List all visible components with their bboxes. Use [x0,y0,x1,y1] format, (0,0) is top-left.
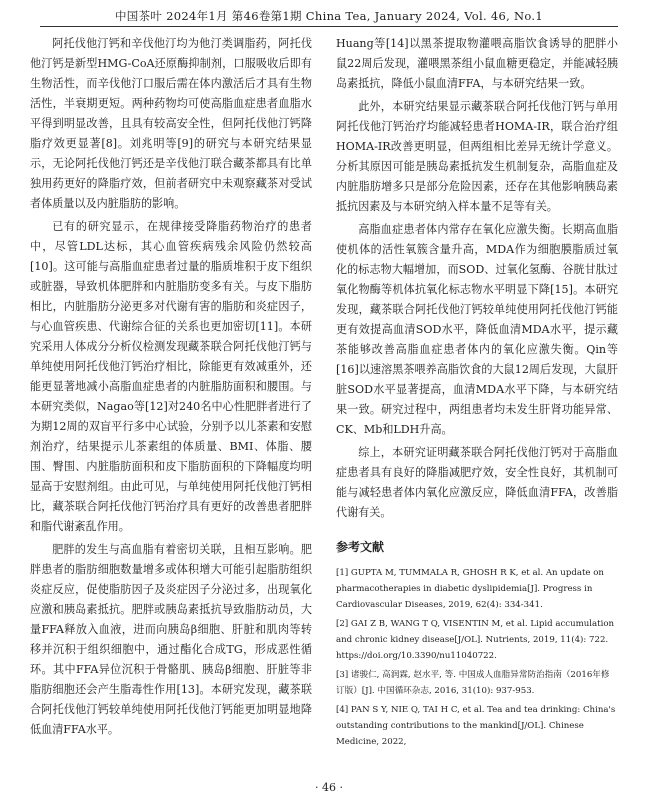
right-column [336,34,618,753]
body-paragraph: 此外，本研究结果显示藏茶联合阿托伐他汀钙与单用阿托伐他汀钙治疗均能减轻患者HOMA-IR，联合治疗组HOMA-IR改善更明显，但两组相比差异无统计学意义。分析其原因可能是胰岛素抵抗发生机制复杂，高脂血症及内脏脂肪增多只是部分危险因素，还存在其他影响胰岛素抵抗因素及与本研究纳入样本量不足等有关。 [336,100,618,213]
body-paragraph: 高脂血症患者体内常存在氧化应激失衡。长期高血脂使机体的活性氧簇含量升高，MDA作为细胞膜脂质过氧化的标志物大幅增加，而SOD、过氧化氢酶、谷胱甘肽过氧化物酶等机体抗氧化标志物水平明显下降[15]。本研究发现，藏茶联合阿托伐他汀钙较单纯使用阿托伐他汀钙能更有效提高血清SOD水平，降低血清MDA水平，提示藏茶能够改善高脂血症患者体内的氧化应激失衡。Qin等[16]以速溶黑茶喂养高脂饮食的大鼠12周后发现，大鼠肝脏SOD水平显著提高，血清MDA水平下降，与本研究结果一致。研究过程中，两组患者均未发生肝肾功能异常、CK、Mb和LDH升高。 [336,223,618,436]
body-paragraph: 阿托伐他汀钙和辛伐他汀均为他汀类调脂药，阿托伐他汀钙是新型HMG-CoA还原酶抑制剂，口服吸收后即有生物活性，而辛伐他汀口服后需在体内激活后才具有生物活性，半衰期更短。两种药物均可使高脂血症患者血脂水平得到明显改善，且具有较高安全性，但阿托伐他汀钙降脂疗效更显著[8]。刘兆明等[9]的研究与本研究结果显示，无论阿托伐他汀钙还是辛伐他汀联合藏茶都具有比单独用药更好的降脂疗效，但前者研究中未观察藏茶对受试者体质量以及内脏脂肪的影响。 [30,37,312,210]
body-paragraph: 已有的研究显示，在规律接受降脂药物治疗的患者中，尽管LDL达标，其心血管疾病残余风险仍然较高[10]。这可能与高脂血症患者过量的脂质堆积于皮下组织或脏器，导致机体肥胖和内脏脂肪变多有关。与皮下脂肪相比，内脏脂肪分泌更多对代谢有害的脂肪和炎症因子，与心血管疾患、代谢综合征的关系也更加密切[11]。本研究采用人体成分分析仪检测发现藏茶联合阿托伐他汀钙与单纯使用阿托伐他汀钙治疗相比，除能更有效减重外，还能更显著地减小高脂血症患者的内脏脂肪面积和腰围。与本研究类似，Nagao等[12]对240名中心性肥胖者进行了为期12周的双盲平行多中心试验，分别予以儿茶素和安慰剂治疗，结果提示儿茶素组的体质量、BMI、体脂、腰围、臀围、内脏脂肪面积和皮下脂肪面积的下降幅度均明显高于安慰剂组。由此可见，与单纯使用阿托伐他汀钙相比，藏茶联合阿托伐他汀钙治疗具有更好的改善患者肥胖和脂代谢紊乱作用。 [30,220,312,533]
header-rule [40,26,618,27]
reference-item: [4] PAN S Y, NIE Q, TAI H C, et al. Tea and tea drinking: China's outstanding contributions to the mankind[J/OL]. Chinese Medicine, 2022, [336,705,616,747]
running-header: 中国茶叶 2024年1月 第46卷第1期 China Tea, January 2024, Vol. 46, No.1 [115,9,543,23]
body-paragraph: Huang等[14]以黑茶提取物灌喂高脂饮食诱导的肥胖小鼠22周后发现，灌喂黑茶组小鼠血糖更稳定，并能减轻胰岛素抵抗，降低小鼠血清FFA，与本研究结果一致。 [336,37,618,90]
references-heading: 参考文献 [336,540,385,554]
reference-item: [3] 诸骏仁, 高润霖, 赵水平, 等. 中国成人血脂异常防治指南（2016年修订版）[J]. 中国循环杂志, 2016, 31(10): 937-953. [336,670,610,696]
left-column [30,34,312,743]
body-paragraph: 肥胖的发生与高血脂有着密切关联，且相互影响。肥胖患者的脂肪细胞数量增多或体积增大可能引起脂肪组织炎症反应，促使脂肪因子及炎症因子分泌过多，出现氧化应激和胰岛素抵抗。肥胖或胰岛素抵抗导致脂肪动员，大量FFA释放入血液，进而向胰岛β细胞、肝脏和肌肉等转移并沉积于组织细胞中，通过酯化合成TG，形成恶性循环。其中FFA异位沉积于骨骼肌、胰岛β细胞、肝脏等非脂肪细胞还会产生脂毒性作用[13]。本研究发现，藏茶联合阿托伐他汀钙较单纯使用阿托伐他汀钙能更加明显地降低血清FFA水平。 [30,543,312,736]
reference-list [336,565,618,750]
body-paragraph: 综上，本研究证明藏茶联合阿托伐他汀钙对于高脂血症患者具有良好的降脂减肥疗效，安全性良好，其机制可能与减轻患者体内氧化应激反应，降低血清FFA，改善脂代谢有关。 [336,446,618,519]
page-number: · 46 · [315,781,343,794]
reference-item: [2] GAI Z B, WANG T Q, VISENTIN M, et al. Lipid accumulation and chronic kidney disease[J/OL]. Nutrients, 2019, 11(4): 722. https://doi.org/10.3390/nu11040722. [336,619,615,661]
reference-item: [1] GUPTA M, TUMMALA R, GHOSH R K, et al. An update on pharmacotherapies in diabetic dyslipidemia[J]. Progress in Cardiovascular Diseases, 2019, 62(4): 334-341. [336,568,604,610]
